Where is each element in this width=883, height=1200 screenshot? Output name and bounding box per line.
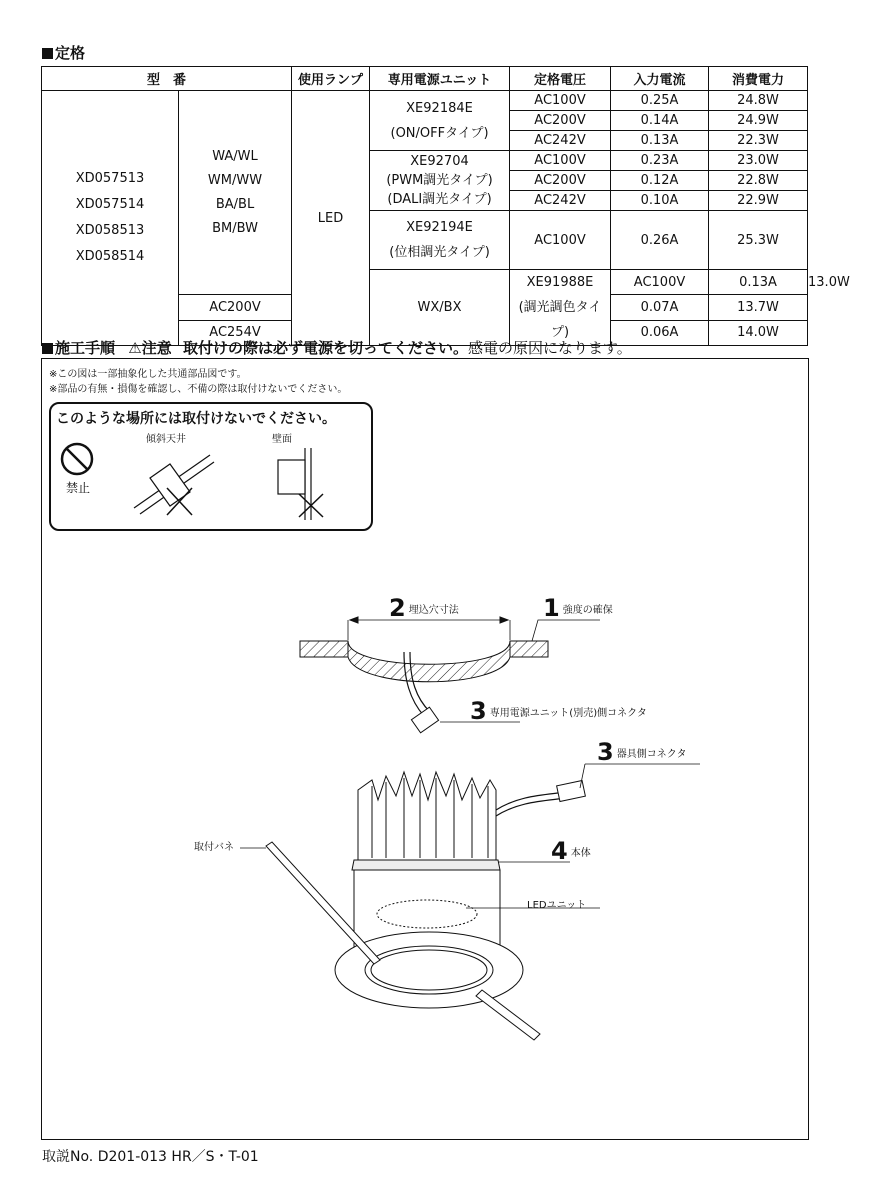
wall-label: 壁面 [272, 434, 292, 445]
color-code: WM/WW [207, 172, 263, 188]
lamp-cell: LED [292, 91, 370, 346]
color-code: WA/WL [212, 148, 258, 164]
spring-label: 取付バネ [194, 842, 234, 853]
voltage-value: AC100V [611, 270, 709, 295]
header-unit: 専用電源ユニット [370, 67, 510, 91]
unit-type: (PWM調光タイプ) [386, 173, 493, 188]
power-value: 24.8W [709, 91, 808, 111]
header-current: 入力電流 [611, 67, 709, 91]
prohibit-label: 禁止 [66, 481, 91, 495]
unit-name: XE91988E [526, 275, 594, 290]
step-text: 埋込穴寸法 [408, 605, 459, 616]
unit-name: XE92184E [406, 100, 473, 116]
voltage-value: AC100V [510, 151, 611, 171]
unit-name: XE92194E [406, 220, 473, 235]
color-cell-b: WX/BX [370, 270, 510, 346]
header-lamp: 使用ランプ [292, 67, 370, 91]
unit-name: XE92704 [410, 154, 469, 169]
step-number: 3 [470, 697, 487, 725]
warning-text: 取付けの際は必ず電源を切ってください。 [182, 339, 468, 357]
current-value: 0.07A [611, 295, 709, 320]
model-number: XD058514 [75, 249, 145, 264]
note-line: ※この図は一部抽象化した共通部品図です。 [49, 369, 247, 380]
note-line: ※部品の有無・損傷を確認し、不備の際は取付けないでください。 [49, 384, 348, 395]
current-value: 0.12A [611, 171, 709, 191]
current-value: 0.13A [709, 270, 808, 295]
document-number: 取説No. D201-013 HR／S・T-01 [42, 1149, 259, 1165]
warning-reason: 感電の原因になります。 [467, 339, 632, 357]
ceiling-section [300, 617, 600, 733]
prohibit-icon [62, 444, 92, 474]
slope-ceiling-icon [134, 455, 214, 515]
current-value: 0.10A [611, 191, 709, 211]
power-value: 24.9W [709, 111, 808, 131]
step-number: 3 [597, 738, 614, 766]
voltage-value: AC254V [179, 320, 292, 345]
power-value: 14.0W [709, 320, 808, 345]
color-code: BA/BL [215, 196, 255, 212]
slope-ceiling-label: 傾斜天井 [146, 434, 186, 445]
step-number: 4 [551, 837, 568, 865]
model-number: XD058513 [75, 223, 145, 238]
power-value: 25.3W [709, 211, 808, 270]
header-voltage: 定格電圧 [510, 67, 611, 91]
warning-triangle-icon: ⚠ [128, 339, 142, 357]
unit-type: (位相調光タイプ) [389, 245, 490, 260]
voltage-value: AC100V [510, 211, 611, 270]
unit-type: (ON/OFFタイプ) [390, 125, 489, 141]
step-text: 本体 [570, 848, 591, 859]
step-text: 器具側コネクタ [616, 749, 687, 760]
color-code: BM/BW [212, 220, 258, 236]
voltage-value: AC242V [510, 191, 611, 211]
current-value: 0.14A [611, 111, 709, 131]
current-value: 0.06A [611, 320, 709, 345]
table-row: WX/BX XE91988E (調光調色タイプ) AC100V 0.13A 13.0W [42, 270, 808, 295]
power-value: 23.0W [709, 151, 808, 171]
unit-type: (調光調色タイプ) [518, 300, 602, 340]
led-unit-label: LEDユニット [527, 900, 587, 911]
voltage-value: AC200V [179, 295, 292, 320]
wall-icon [278, 448, 323, 520]
power-value: 22.3W [709, 131, 808, 151]
voltage-value: AC200V [510, 171, 611, 191]
unit-type: (DALI調光タイプ) [387, 192, 492, 207]
current-value: 0.23A [611, 151, 709, 171]
power-value: 22.9W [709, 191, 808, 211]
voltage-value: AC242V [510, 131, 611, 151]
step-number: 1 [543, 594, 560, 622]
procedure-heading-text: 施工手順 [55, 339, 116, 357]
voltage-value: AC100V [510, 91, 611, 111]
step-number: 2 [389, 594, 406, 622]
power-value: 13.7W [709, 295, 808, 320]
prohibition-title: このような場所には取付けないでください。 [56, 411, 336, 427]
voltage-value: AC200V [510, 111, 611, 131]
model-number: XD057514 [75, 197, 145, 212]
power-value: 22.8W [709, 171, 808, 191]
fixture-body [240, 764, 700, 1040]
current-value: 0.26A [611, 211, 709, 270]
header-model: 型 番 [42, 67, 292, 91]
current-value: 0.13A [611, 131, 709, 151]
header-power: 消費電力 [709, 67, 808, 91]
warning-label: 注意 [141, 339, 172, 357]
spec-heading-text: 定格 [55, 44, 86, 62]
step-text: 専用電源ユニット(別売)側コネクタ [489, 708, 647, 719]
step-text: 強度の確保 [562, 605, 613, 616]
current-value: 0.25A [611, 91, 709, 111]
model-number: XD057513 [75, 171, 145, 186]
